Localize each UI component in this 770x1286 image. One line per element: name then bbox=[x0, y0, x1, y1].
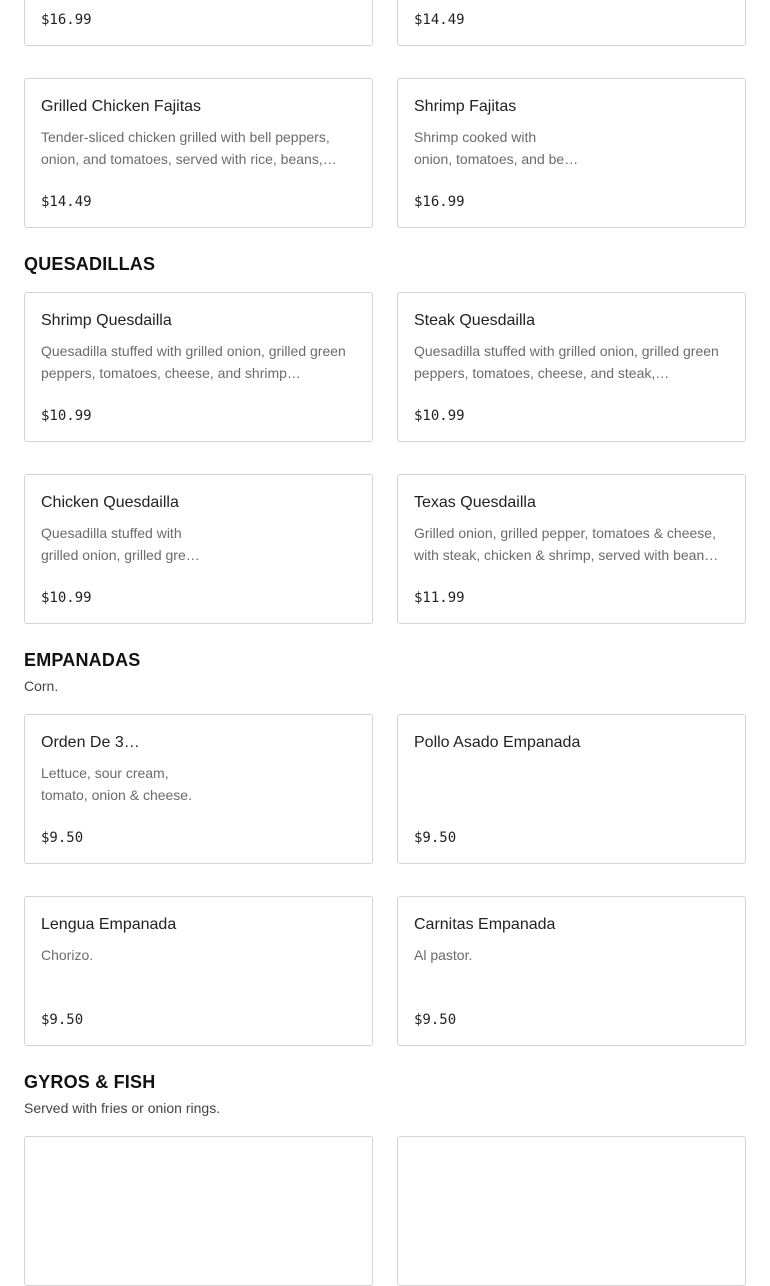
item-price: $16.99 bbox=[41, 12, 92, 28]
item-price: $11.99 bbox=[414, 590, 465, 606]
menu-item-card[interactable] bbox=[24, 714, 373, 864]
item-description: Shrimp cooked with onion, tomatoes, and be… bbox=[414, 129, 579, 167]
item-description: Lettuce, sour cream, tomato, onion & cheese. bbox=[41, 765, 192, 803]
item-name: Texas Quesdailla bbox=[414, 494, 536, 511]
menu-item-card[interactable] bbox=[397, 292, 746, 442]
menu-item-card[interactable] bbox=[397, 78, 746, 228]
menu-item-card[interactable] bbox=[24, 0, 373, 46]
menu-item-card[interactable] bbox=[24, 78, 373, 228]
item-name: Orden De 3… bbox=[41, 734, 140, 751]
item-price: $16.99 bbox=[414, 194, 465, 210]
item-price: $10.99 bbox=[41, 590, 92, 606]
item-description: Quesadilla stuffed with grilled onion, grilled green peppers, tomatoes, cheese, and shrimp… bbox=[41, 343, 346, 381]
item-description: Tender-sliced chicken grilled with bell peppers, onion, and tomatoes, served with rice, beans,… bbox=[41, 129, 337, 167]
item-description: Al pastor. bbox=[414, 947, 473, 963]
item-description: Chorizo. bbox=[41, 947, 94, 963]
section-subtitle: Corn. bbox=[24, 678, 59, 694]
item-name: Grilled Chicken Fajitas bbox=[41, 98, 202, 115]
menu-item-card[interactable] bbox=[397, 0, 746, 46]
section-subtitle: Served with fries or onion rings. bbox=[24, 1100, 221, 1116]
section-title-gyros-fish: GYROS & FISH bbox=[24, 1072, 156, 1092]
menu-item-card[interactable] bbox=[397, 1136, 746, 1286]
item-price: $9.50 bbox=[414, 830, 457, 846]
item-description: Quesadilla stuffed with grilled onion, grilled green peppers, tomatoes, cheese, and steak,… bbox=[414, 343, 719, 381]
item-description: Grilled onion, grilled pepper, tomatoes & cheese, with steak, chicken & shrimp, served with bean… bbox=[414, 525, 719, 563]
menu-item-card[interactable] bbox=[24, 292, 373, 442]
item-price: $14.49 bbox=[41, 194, 92, 210]
item-price: $9.50 bbox=[41, 1012, 84, 1028]
section-title-empanadas: EMPANADAS bbox=[24, 650, 141, 670]
item-price: $9.50 bbox=[414, 1012, 457, 1028]
menu-item-card[interactable] bbox=[24, 896, 373, 1046]
item-name: Lengua Empanada bbox=[41, 916, 177, 933]
item-name: Shrimp Fajitas bbox=[414, 98, 517, 115]
item-name: Chicken Quesdailla bbox=[41, 494, 179, 511]
item-price: $9.50 bbox=[41, 830, 84, 846]
item-description: Quesadilla stuffed with grilled onion, grilled gre… bbox=[41, 525, 200, 563]
section-title-quesadillas: QUESADILLAS bbox=[24, 254, 156, 274]
item-price: $14.49 bbox=[414, 12, 465, 28]
menu-item-card[interactable] bbox=[397, 474, 746, 624]
item-name: Steak Quesdailla bbox=[414, 312, 535, 329]
item-name: Shrimp Quesdailla bbox=[41, 312, 172, 329]
menu-item-card[interactable] bbox=[397, 714, 746, 864]
item-price: $10.99 bbox=[414, 408, 465, 424]
menu-item-card[interactable] bbox=[24, 474, 373, 624]
item-price: $10.99 bbox=[41, 408, 92, 424]
item-name: Pollo Asado Empanada bbox=[414, 734, 581, 751]
menu-item-card[interactable] bbox=[397, 896, 746, 1046]
menu-item-card[interactable] bbox=[24, 1136, 373, 1286]
item-name: Carnitas Empanada bbox=[414, 916, 556, 933]
